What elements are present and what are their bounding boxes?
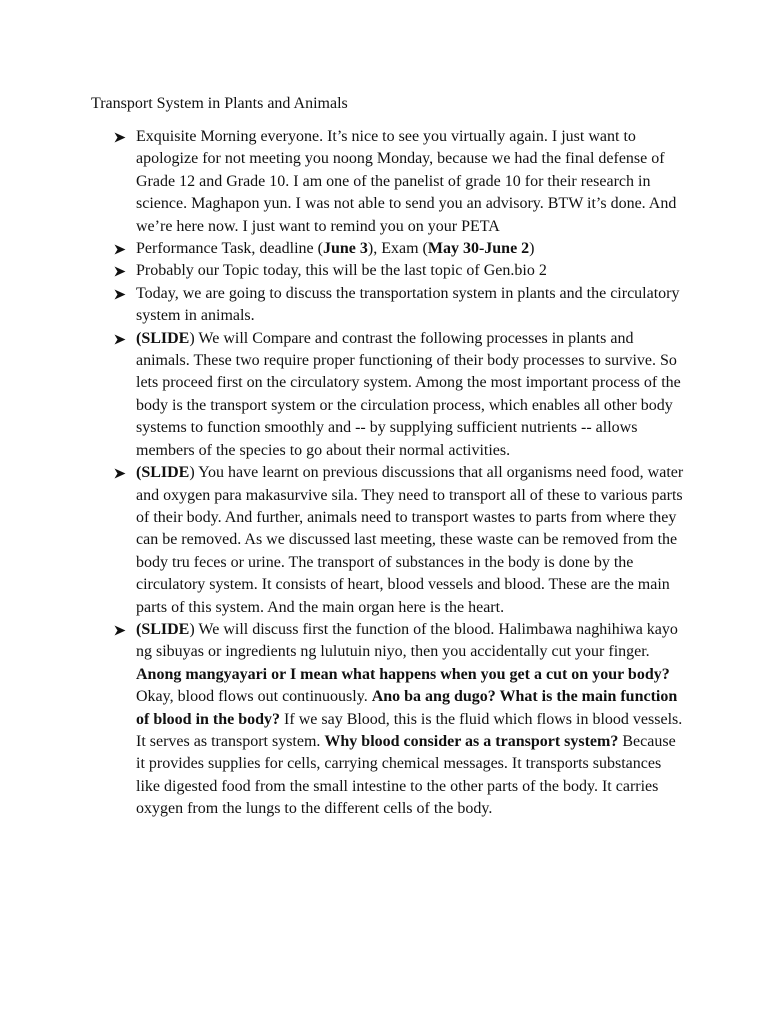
arrowhead-bullet-icon xyxy=(114,468,126,479)
bullet-text: ), Exam ( xyxy=(367,240,428,258)
bullet-item xyxy=(114,238,684,260)
bullet-bold-text: (SLIDE xyxy=(136,464,190,482)
bullet-text: ) You have learnt on previous discussions that all organisms need food, water and oxygen para makasurvive sila. They need to transport all of these to various parts of their body. And further, animals need to transport wastes to parts from where they can be removed. As we discussed last meeting, these waste can be removed from the body tru feces or urine. The transport of substances in the body is done by the circulatory system. It consists of heart, blood vessels and blood. These are the main parts of this system. And the main organ here is the heart. xyxy=(136,464,684,616)
bullet-text: Okay, blood flows out continuously. xyxy=(136,688,372,706)
arrowhead-bullet-icon xyxy=(114,266,126,277)
bullet-text: If we say Blood, this is the fluid which flows in blood vessels. It serves as transport system. xyxy=(136,710,683,750)
bullet-bold-text: June 3 xyxy=(322,240,368,258)
arrowhead-bullet-icon xyxy=(114,132,126,143)
bullet-bold-text: Ano ba ang dugo? What is the main function of blood in the body? xyxy=(136,688,678,728)
arrowhead-bullet-icon xyxy=(114,625,126,636)
bullet-text: Today, we are going to discuss the transportation system in plants and the circulatory system in animals. xyxy=(136,284,680,325)
bullet-bold-text: (SLIDE xyxy=(136,620,190,638)
bullet-item xyxy=(114,260,684,282)
document-title: Transport System in Plants and Animals xyxy=(91,95,348,112)
bullet-bold-text: Anong mangyayari or I mean what happens when you get a cut on your body? xyxy=(136,665,670,683)
bullet-text: ) We will Compare and contrast the following processes in plants and animals. These two require proper functioning of their body processes to survive. So lets proceed first on the circulatory system. Among the most important process of the body is the transport system or the circulation process, which enables all other body systems to function smoothly and -- by supplying sufficient nutrients -- allows members of the species to go about their normal activities. xyxy=(136,329,681,459)
bullet-item xyxy=(114,619,684,821)
bullet-list xyxy=(114,126,684,821)
arrowhead-bullet-icon xyxy=(114,244,126,255)
arrowhead-bullet-icon xyxy=(114,334,126,345)
bullet-item xyxy=(114,462,684,619)
bullet-text: Probably our Topic today, this will be the last topic of Gen.bio 2 xyxy=(136,262,547,280)
bullet-item xyxy=(114,283,684,328)
bullet-text: ) We will discuss first the function of the blood. Halimbawa naghihiwa kayo ng sibuyas or ingredients ng lulutuin niyo, then you accidentally cut your finger. xyxy=(136,620,678,661)
bullet-text: Exquisite Morning everyone. It’s nice to see you virtually again. I just want to apologize for not meeting you noong Monday, because we had the final defense of Grade 12 and Grade 10. I am one of the panelist of grade 10 for their research in science. Maghapon yun. I was not able to send you an advisory. BTW it’s done. And we’re here now. I just want to remind you on your PETA xyxy=(136,128,677,235)
bullet-bold-text: May 30-June 2 xyxy=(427,240,530,258)
bullet-item xyxy=(114,126,684,238)
bullet-bold-text: (SLIDE xyxy=(136,329,190,347)
bullet-text: Because it provides supplies for cells, carrying chemical messages. It transports substances like digested food from the small intestine to the other parts of the body. It carries oxygen from the lungs to the different cells of the body. xyxy=(136,732,676,818)
bullet-item xyxy=(114,328,684,462)
arrowhead-bullet-icon xyxy=(114,289,126,300)
bullet-text: Performance Task, deadline ( xyxy=(136,240,323,258)
bullet-bold-text: Why blood consider as a transport system? xyxy=(324,732,619,750)
bullet-text: ) xyxy=(529,240,535,258)
